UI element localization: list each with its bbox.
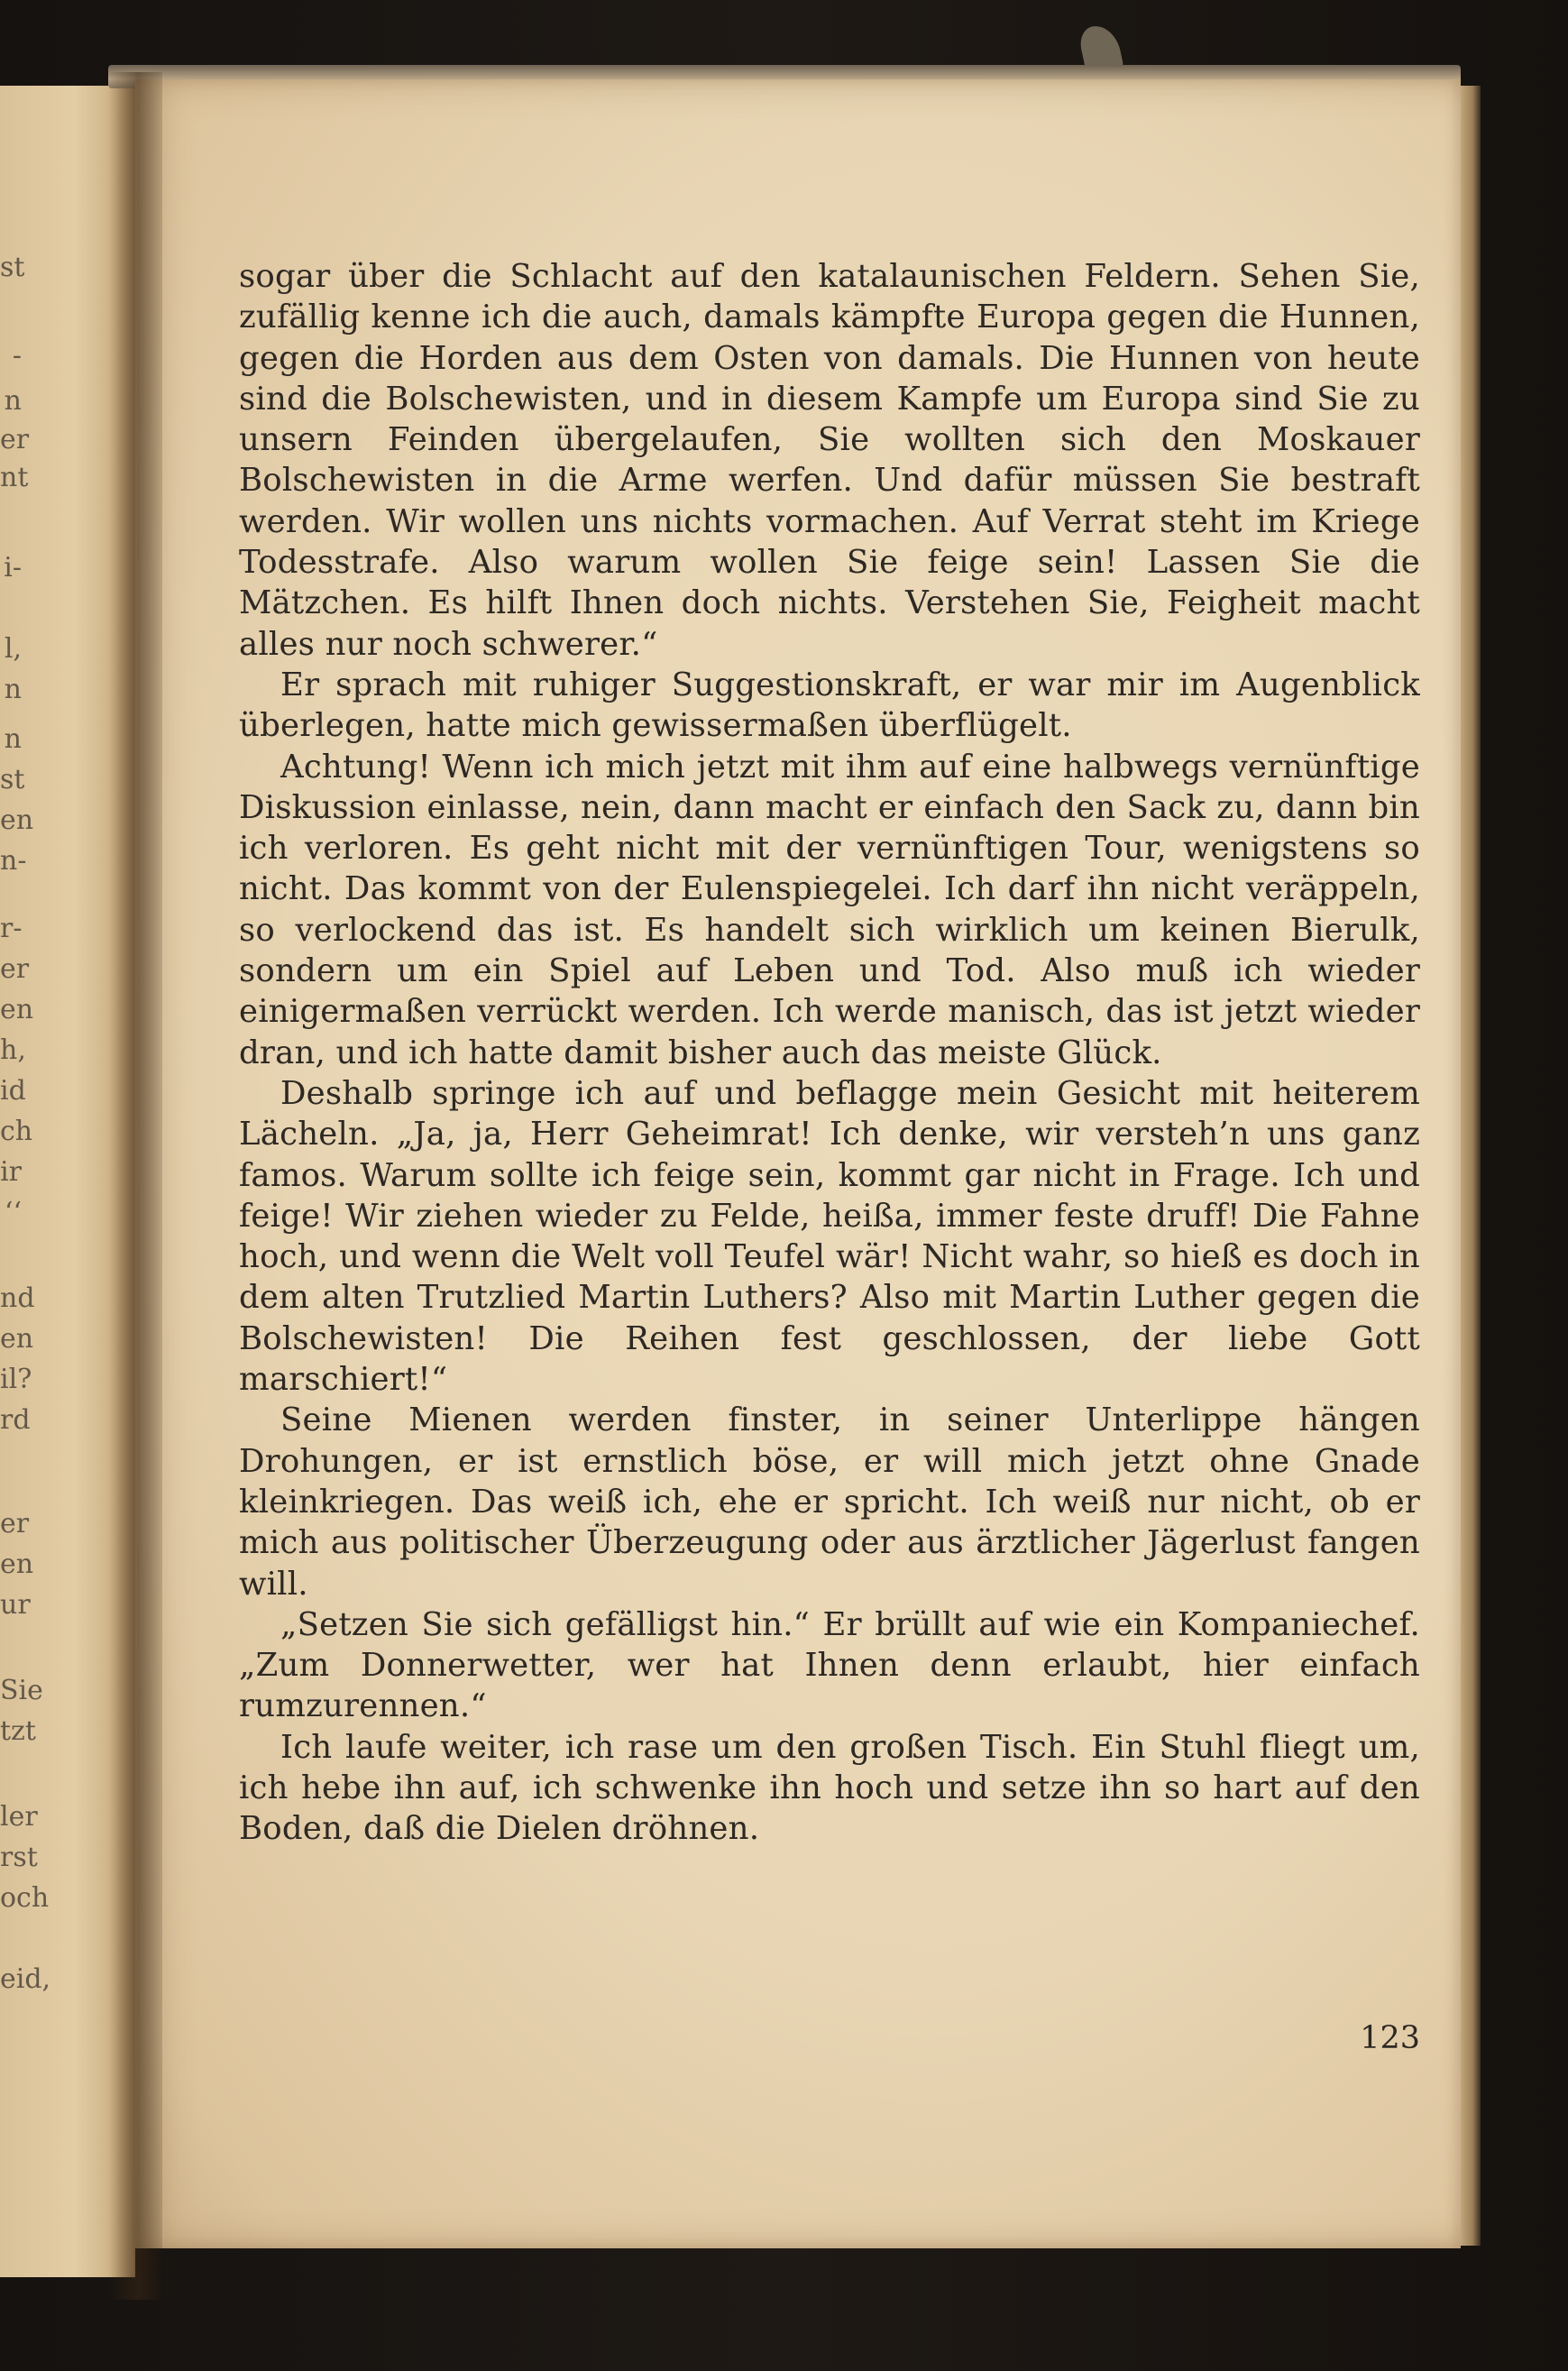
left-page-fragment: st [0, 252, 25, 283]
left-page-fragment: nd [0, 1282, 35, 1314]
left-page-fragment: ir [0, 1156, 22, 1188]
left-page-fragment: id [0, 1075, 26, 1107]
left-page-fragment: n- [0, 845, 27, 877]
left-page-fragment: n [4, 674, 22, 705]
paragraph: Ich laufe weiter, ich rase um den großen Tisch. Ein Stuhl fliegt um, ich hebe ihn auf, ich schwenke ihn hoch und setze ihn so hart auf den Boden, daß die Dielen dröhnen. [239, 1728, 1420, 1848]
left-page-fragment: ch [0, 1116, 33, 1147]
left-page-fragment: en [0, 994, 34, 1025]
left-page-fragment: h, [0, 1034, 26, 1066]
left-page-fragment: l, [4, 633, 22, 665]
paragraph: Seine Mienen werden finster, in seiner Unterlippe hängen Drohungen, er ist ernstlich böse, er will mich jetzt ohne Gnade kleinkriegen. Das weiß ich, ehe er spricht. Ich weiß nur nicht, ob er mich aus politischer Überzeugung oder aus ärztlicher Jägerlust fangen will. [239, 1401, 1420, 1603]
left-page-fragment: eid, [0, 1963, 51, 1995]
left-page-fragment: ler [0, 1801, 38, 1833]
left-page-fragment: rst [0, 1842, 38, 1873]
left-page-fragment: tzt [0, 1715, 36, 1747]
left-page-fragment: rd [0, 1404, 31, 1436]
paragraph: Er sprach mit ruhiger Suggestionskraft, er war mir im Augenblick überlegen, hatte mich gewissermaßen überflügelt. [239, 666, 1420, 745]
left-page-fragment: n [4, 723, 22, 755]
left-page-fragment: er [0, 1508, 30, 1539]
left-page-fragment: en [0, 1323, 34, 1355]
paragraph: „Setzen Sie sich gefälligst hin.“ Er brüllt auf wie ein Kompaniechef. „Zum Donnerwetter, wer hat Ihnen denn erlaubt, hier einfach rumzurennen.“ [239, 1605, 1420, 1725]
left-page-fragment: - [12, 340, 22, 372]
left-page-fragment: il? [0, 1364, 32, 1395]
left-page-fragment: r- [0, 913, 23, 944]
gutter-shadow [108, 72, 162, 2300]
paragraph: sogar über die Schlacht auf den katalaunischen Feldern. Sehen Sie, zufällig kenne ich die auch, damals kämpfte Europa gegen die Hunnen, gegen die Horden aus dem Osten von damals. Die Hunnen von heute sind die Bolschewisten, und in diesem Kampfe um Europa sind Sie zu unsern Feinden übergelaufen, Sie wollten sich den Moskauer Bolschewisten in die Arme werfen. Und dafür müssen Sie bestraft werden. Wir wollen uns nichts vormachen. Auf Verrat steht im Kriege Todesstrafe. Also warum wollen Sie feige sein! Lassen Sie die Mätzchen. Es hilft Ihnen doch nichts. Verstehen Sie, Feigheit macht alles nur noch schwerer.“ [239, 258, 1420, 663]
paragraph: Deshalb springe ich auf und beflagge mein Gesicht mit heiterem Lächeln. „Ja, ja, Herr Geheimrat! Ich denke, wir versteh’n uns ganz famos. Warum sollte ich feige sein, kommt gar nicht in Frage. Ich und feige! Wir ziehen wieder zu Felde, heißa, immer feste druff! Die Fahne hoch, und wenn die Welt voll Teufel wär! Nicht wahr, so hieß es doch in dem alten Trutzlied Martin Luthers? Also mit Martin Luther gegen die Bolschewisten! Die Reihen fest geschlossen, der liebe Gott marschiert!“ [239, 1074, 1420, 1399]
left-page-fragment: nt [0, 462, 29, 493]
left-page-fragment: ur [0, 1589, 31, 1621]
left-page-fragment: i- [4, 552, 22, 584]
left-page-fragment: er [0, 424, 30, 455]
page-stack-edge [1461, 86, 1481, 2246]
left-page-fragment: en [0, 1549, 34, 1580]
page-number: 123 [1360, 2020, 1420, 2056]
body-text [239, 256, 1420, 1850]
left-page-fragment: n [4, 385, 22, 417]
paragraph: Achtung! Wenn ich mich jetzt mit ihm auf eine halbwegs vernünftige Diskussion einlasse, nein, dann macht er einfach den Sack zu, dann bin ich verloren. Es geht nicht mit der vernünftigen Tour, wenigstens so nicht. Das kommt von der Eulenspiegelei. Ich darf ihn nicht veräppeln, so verlockend das ist. Es handelt sich wirklich um keinen Bierulk, sondern um ein Spiel auf Leben und Tod. Also muß ich wieder einigermaßen verrückt werden. Ich werde manisch, das ist jetzt wieder dran, und ich hatte damit bisher auch das meiste Glück. [239, 748, 1420, 1071]
book-page [135, 79, 1461, 2248]
left-page-fragment: en [0, 804, 34, 836]
left-page-fragment: Sie [0, 1675, 43, 1706]
left-page-fragment: st [0, 764, 25, 795]
left-page-fragment: ‘‘ [4, 1197, 22, 1228]
left-page-fragment: er [0, 953, 30, 985]
left-page-fragment: och [0, 1882, 50, 1914]
